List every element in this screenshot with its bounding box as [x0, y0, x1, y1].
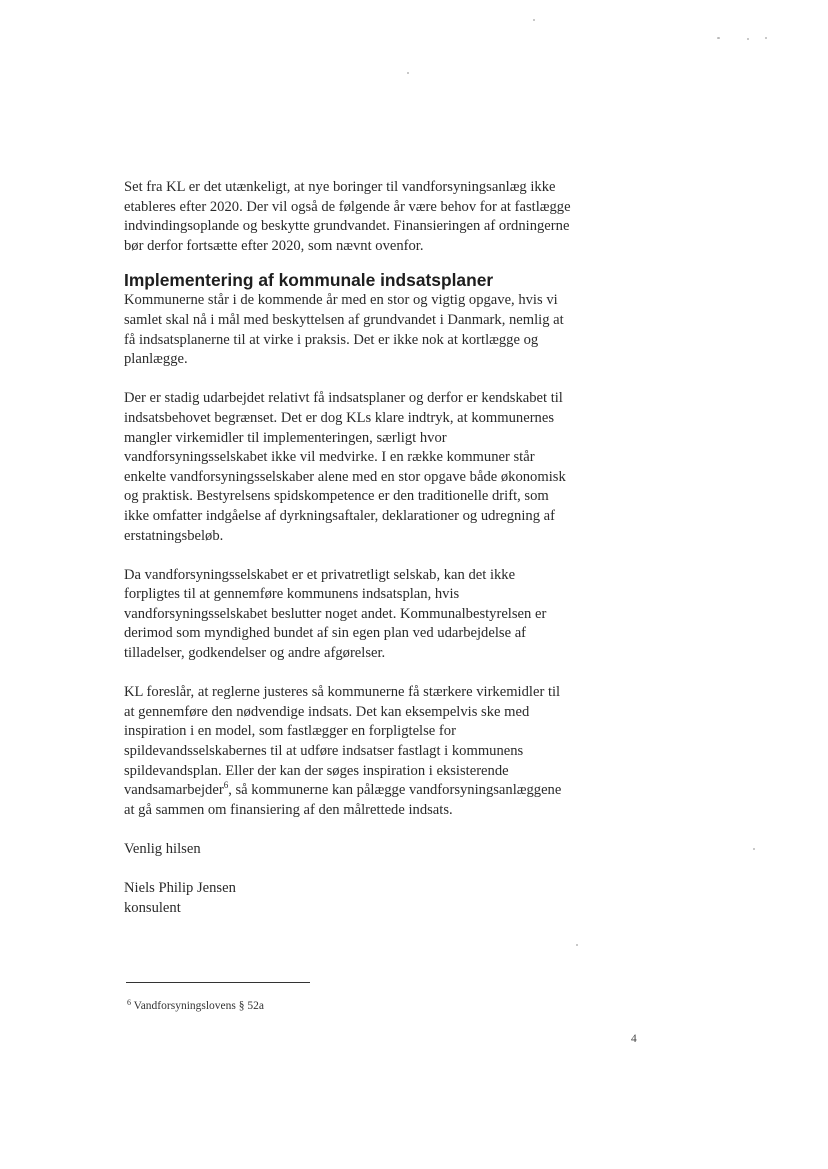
text-line: indvindingsoplande og beskytte grundvandet. Finansieringen af ordningerne — [124, 218, 570, 235]
text-line: spildevandsplan. Eller der kan der søges inspiration i eksisterende — [124, 762, 509, 779]
text-line: enkelte vandforsyningsselskaber alene med en stor opgave både økonomisk — [124, 468, 566, 485]
text-line: etableres efter 2020. Der vil også de følgende år være behov for at fastlægge — [124, 198, 571, 215]
scan-speck — [747, 38, 749, 40]
text-line: KL foreslår, at reglerne justeres så kommunerne få stærkere virkemidler til — [124, 684, 561, 701]
text-line: samlet skal nå i mål med beskyttelsen af grundvandet i Danmark, nemlig at — [124, 311, 564, 328]
text-line: indsatsbehovet begrænset. Det er dog KLs klare indtryk, at kommunernes — [124, 409, 555, 426]
text-line: ikke omfatter indgåelse af dyrkningsaftaler, deklarationer og udregning af — [124, 507, 555, 524]
text-line: vandforsyningsselskabet beslutter noget andet. Kommunalbestyrelsen er — [124, 605, 547, 622]
text-line: inspiration i en model, som fastlægger en forpligtelse for — [124, 723, 456, 740]
letter-body — [124, 178, 604, 918]
signature-block — [124, 879, 604, 918]
text-line: Venlig hilsen — [124, 841, 201, 857]
page-number: 4 — [631, 1033, 637, 1045]
text-line: Set fra KL er det utænkeligt, at nye boringer til vandforsyningsanlæg ikke — [124, 179, 556, 195]
text-line: at gennemføre den nødvendige indsats. Det kan eksempelvis ske med — [124, 703, 530, 720]
intro-paragraph — [124, 178, 604, 256]
text-line: spildevandsselskabernes til at udføre indsatser fastlagt i kommunens — [124, 743, 524, 760]
text-line: at gå sammen om finansiering af den målrettede indsats. — [124, 801, 453, 818]
text-fragment: , så kommunerne kan pålægge vandforsyningsanlæggene — [228, 782, 562, 799]
footnote-text: Vandforsyningslovens § 52a — [133, 1000, 264, 1012]
text-line: Da vandforsyningsselskabet er et privatretligt selskab, kan det ikke — [124, 566, 516, 583]
text-line: vandforsyningsselskabet ikke vil medvirke. I en række kommuner står — [124, 449, 535, 466]
text-line: bør derfor fortsætte efter 2020, som nævnt ovenfor. — [124, 237, 424, 254]
scan-speck — [765, 37, 767, 39]
text-line: få indsatsplanerne til at virke i praksis. Det er ikke nok at kortlægge og — [124, 331, 539, 348]
text-line: forpligtes til at gennemføre kommunens indsatsplan, hvis — [124, 586, 460, 603]
text-line: og praktisk. Bestyrelsens spidskompetence er den traditionelle drift, som — [124, 488, 549, 505]
paragraph-indsatsplaner — [124, 389, 604, 546]
section-heading: Implementering af kommunale indsatsplaner — [124, 270, 494, 291]
scan-speck — [576, 944, 578, 946]
scan-speck — [753, 848, 755, 850]
text-fragment: vandsamarbejder — [124, 782, 224, 799]
text-line: erstatningsbeløb. — [124, 527, 224, 544]
text-line: Der er stadig udarbejdet relativt få indsatsplaner og derfor er kendskabet til — [124, 390, 563, 407]
text-line: mangler virkemidler til implementeringen, særligt hvor — [124, 429, 447, 446]
paragraph-kommunerne — [124, 291, 604, 369]
footnote — [127, 999, 264, 1014]
footnote-reference[interactable]: 6 — [223, 780, 229, 791]
scan-speck — [533, 19, 535, 21]
text-line: derimod som myndighed bundet af sin egen plan ved udarbejdelse af — [124, 625, 527, 642]
text-line — [124, 781, 604, 801]
text-line: tilladelser, godkendelser og andre afgørelser. — [124, 645, 386, 662]
text-line: Kommunerne står i de kommende år med en stor og vigtig opgave, hvis vi — [124, 292, 558, 309]
scan-speck — [407, 72, 409, 74]
signer-name: Niels Philip Jensen — [124, 880, 236, 897]
paragraph-privatretligt — [124, 566, 604, 664]
footnote-divider — [126, 982, 310, 983]
paragraph-kl-forslag — [124, 683, 604, 820]
scan-speck — [717, 37, 720, 39]
text-line: planlægge. — [124, 351, 188, 368]
signer-title: konsulent — [124, 899, 181, 916]
footnote-number: 6 — [127, 998, 131, 1007]
closing-greeting — [124, 840, 604, 860]
